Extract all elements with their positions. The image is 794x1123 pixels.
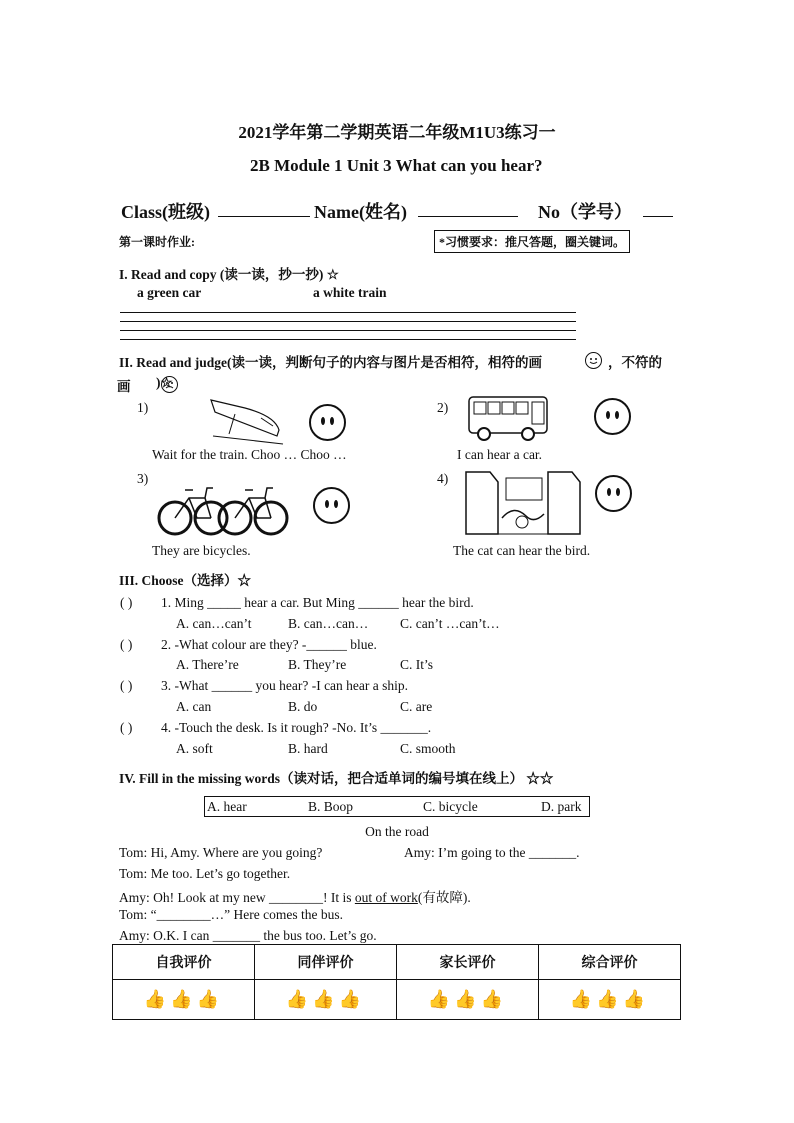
option: A. There’re (176, 657, 239, 672)
eval-header: 自我评价 (113, 945, 255, 980)
word-option: A. hear (207, 799, 247, 814)
word-box (204, 796, 590, 817)
name-field[interactable] (418, 200, 518, 217)
copy-line[interactable] (120, 339, 576, 340)
dialog-line: Tom: Me too. Let’s go together. (119, 866, 291, 881)
option: A. can (176, 699, 212, 714)
option: A. can…can’t (176, 616, 252, 631)
dialog-line: Tom: “________…” Here comes the bus. (119, 907, 344, 922)
option: A. soft (176, 741, 213, 756)
dialog-line: Amy: I’m going to the _______. (404, 845, 580, 860)
judge-face[interactable] (594, 398, 631, 435)
answer-paren[interactable]: ( ) (120, 637, 133, 652)
bus-picture (466, 393, 550, 443)
question-stem: 2. -What colour are they? -______ blue. (161, 637, 377, 652)
option: B. hard (288, 741, 328, 756)
no-field[interactable] (643, 200, 673, 217)
item-sentence: The cat can hear the bird. (453, 543, 591, 558)
cat-room-picture (462, 468, 584, 538)
thumbs-up-icon: 👍👍👍 (143, 989, 224, 1009)
page-subtitle: 2B Module 1 Unit 3 What can you hear? (250, 156, 543, 175)
section2-heading-end: 画 (117, 379, 131, 394)
eval-header: 综合评价 (539, 945, 681, 980)
class-label: Class(班级) (121, 202, 210, 222)
section1-heading: I. Read and copy (读一读，抄一抄) ☆ (119, 267, 339, 282)
dialog-title: On the road (365, 824, 429, 839)
dialog-line-note: (有故障). (417, 890, 471, 905)
question-stem: 1. Ming _____ hear a car. But Ming ______ hear the bird. (161, 595, 474, 610)
option: B. can…can… (288, 616, 369, 631)
question-stem: 4. -Touch the desk. Is it rough? -No. It’s _______. (161, 720, 432, 735)
option: B. They’re (288, 657, 347, 672)
copy-line[interactable] (120, 330, 576, 331)
dialog-line-text: Amy: Oh! Look at my new ________! It is (119, 890, 355, 905)
train-picture (205, 386, 285, 446)
option: C. smooth (400, 741, 456, 756)
item-sentence: Wait for the train. Choo … Choo … (152, 447, 347, 462)
option: C. can’t …can’t… (400, 616, 500, 631)
phrase-green-car: a green car (137, 285, 202, 300)
item-number: 3) (137, 471, 149, 486)
copy-line[interactable] (120, 321, 576, 322)
judge-face[interactable] (313, 487, 350, 524)
question-stem: 3. -What ______ you hear? -I can hear a ship. (161, 678, 409, 693)
item-number: 4) (437, 471, 449, 486)
eval-cell[interactable] (255, 980, 397, 1020)
eval-header: 家长评价 (397, 945, 539, 980)
eval-cell[interactable] (539, 980, 681, 1020)
judge-face[interactable] (309, 404, 346, 441)
habit-note: *习惯要求：推尺答题，圈关键词。 (434, 230, 630, 253)
thumbs-up-icon: 👍👍👍 (427, 989, 508, 1009)
eval-cell[interactable] (397, 980, 539, 1020)
word-option: B. Boop (308, 799, 354, 814)
thumbs-up-icon: 👍👍👍 (569, 989, 650, 1009)
item-number: 2) (437, 400, 449, 415)
item-sentence: I can hear a car. (457, 447, 543, 462)
word-option: D. park (541, 799, 582, 814)
page-title: 2021学年第二学期英语二年级M1U3练习一 (238, 123, 556, 142)
answer-paren[interactable]: ( ) (120, 720, 133, 735)
answer-paren[interactable]: ( ) (120, 678, 133, 693)
bicycles-picture (155, 474, 290, 540)
homework-label: 第一课时作业: (119, 235, 195, 249)
answer-paren[interactable]: ( ) (120, 595, 133, 610)
eval-cell[interactable] (113, 980, 255, 1020)
eval-header: 同伴评价 (255, 945, 397, 980)
phrase-white-train: a white train (313, 285, 387, 300)
section2-heading-mid: ，不符的 (608, 355, 662, 370)
name-label: Name(姓名) (314, 202, 407, 222)
thumbs-up-icon: 👍👍👍 (285, 989, 366, 1009)
dialog-line: Tom: Hi, Amy. Where are you going? (119, 845, 323, 860)
smile-icon (585, 352, 602, 369)
dialog-line: Amy: O.K. I can _______ the bus too. Let’s go. (119, 928, 377, 943)
copy-line[interactable] (120, 312, 576, 313)
class-field[interactable] (218, 200, 310, 217)
item-sentence: They are bicycles. (152, 543, 251, 558)
option: C. It’s (400, 657, 434, 672)
section2-heading-star: )☆ (156, 375, 173, 390)
out-of-work-phrase: out of work (354, 890, 418, 905)
option: B. do (288, 699, 318, 714)
section3-heading: III. Choose（选择）☆ (119, 573, 252, 588)
no-label: No（学号） (538, 202, 632, 222)
dialog-line (119, 886, 471, 906)
option: C. are (400, 699, 433, 714)
word-option: C. bicycle (423, 799, 478, 814)
judge-face[interactable] (595, 475, 632, 512)
item-number: 1) (137, 400, 149, 415)
section2-heading: II. Read and judge(读一读，判断句子的内容与图片是否相符，相符的画 (119, 355, 543, 370)
evaluation-table (112, 944, 681, 1020)
section4-heading: IV. Fill in the missing words（读对话，把合适单词的编号填在线上） ☆☆ (119, 771, 554, 786)
